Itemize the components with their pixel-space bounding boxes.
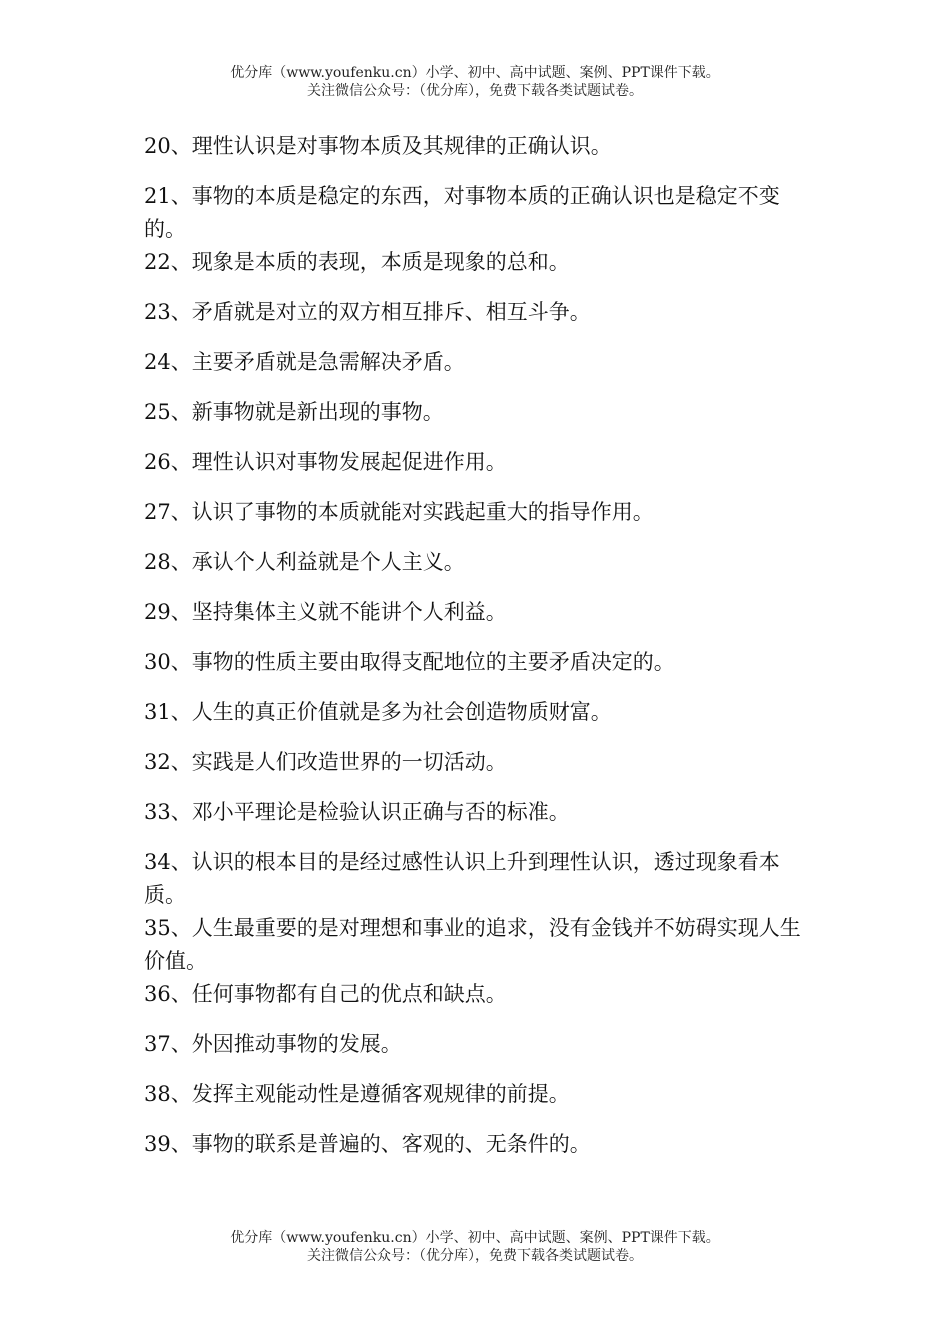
list-item: 26、理性认识对事物发展起促进作用。: [144, 450, 507, 474]
statement-list: [144, 130, 814, 1178]
list-item: 34、认识的根本目的是经过感性认识上升到理性认识，透过现象看本质。: [144, 850, 780, 907]
list-item: 31、人生的真正价值就是多为社会创造物质财富。: [144, 700, 612, 724]
list-item: 29、坚持集体主义就不能讲个人利益。: [144, 600, 507, 624]
list-item: 28、承认个人利益就是个人主义。: [144, 550, 465, 574]
list-item: 39、事物的联系是普遍的、客观的、无条件的。: [144, 1132, 591, 1156]
list-item: 32、实践是人们改造世界的一切活动。: [144, 750, 507, 774]
list-item: 33、邓小平理论是检验认识正确与否的标准。: [144, 800, 570, 824]
header-line-1: 优分库（www.youfenku.cn）小学、初中、高中试题、案例、PPT课件下载。: [230, 65, 720, 81]
list-item: 37、外因推动事物的发展。: [144, 1032, 402, 1056]
list-item: 38、发挥主观能动性是遵循客观规律的前提。: [144, 1082, 570, 1106]
header-line-2: 关注微信公众号：（优分库），免费下载各类试题试卷。: [307, 83, 643, 99]
list-item: 30、事物的性质主要由取得支配地位的主要矛盾决定的。: [144, 650, 675, 674]
list-item: 21、事物的本质是稳定的东西，对事物本质的正确认识也是稳定不变的。: [144, 184, 780, 241]
footer-line-2: 关注微信公众号：（优分库），免费下载各类试题试卷。: [307, 1248, 643, 1264]
list-item: 35、人生最重要的是对理想和事业的追求，没有金钱并不妨碍实现人生价值。: [144, 916, 801, 973]
list-item: 27、认识了事物的本质就能对实践起重大的指导作用。: [144, 500, 654, 524]
list-item: 24、主要矛盾就是急需解决矛盾。: [144, 350, 465, 374]
list-item: 22、现象是本质的表现，本质是现象的总和。: [144, 250, 570, 274]
page-header: [0, 64, 950, 100]
list-item: 36、任何事物都有自己的优点和缺点。: [144, 982, 507, 1006]
footer-line-1: 优分库（www.youfenku.cn）小学、初中、高中试题、案例、PPT课件下载。: [230, 1230, 720, 1246]
list-item: 23、矛盾就是对立的双方相互排斥、相互斗争。: [144, 300, 591, 324]
page-footer: [0, 1229, 950, 1265]
list-item: 20、理性认识是对事物本质及其规律的正确认识。: [144, 134, 612, 158]
list-item: 25、新事物就是新出现的事物。: [144, 400, 444, 424]
